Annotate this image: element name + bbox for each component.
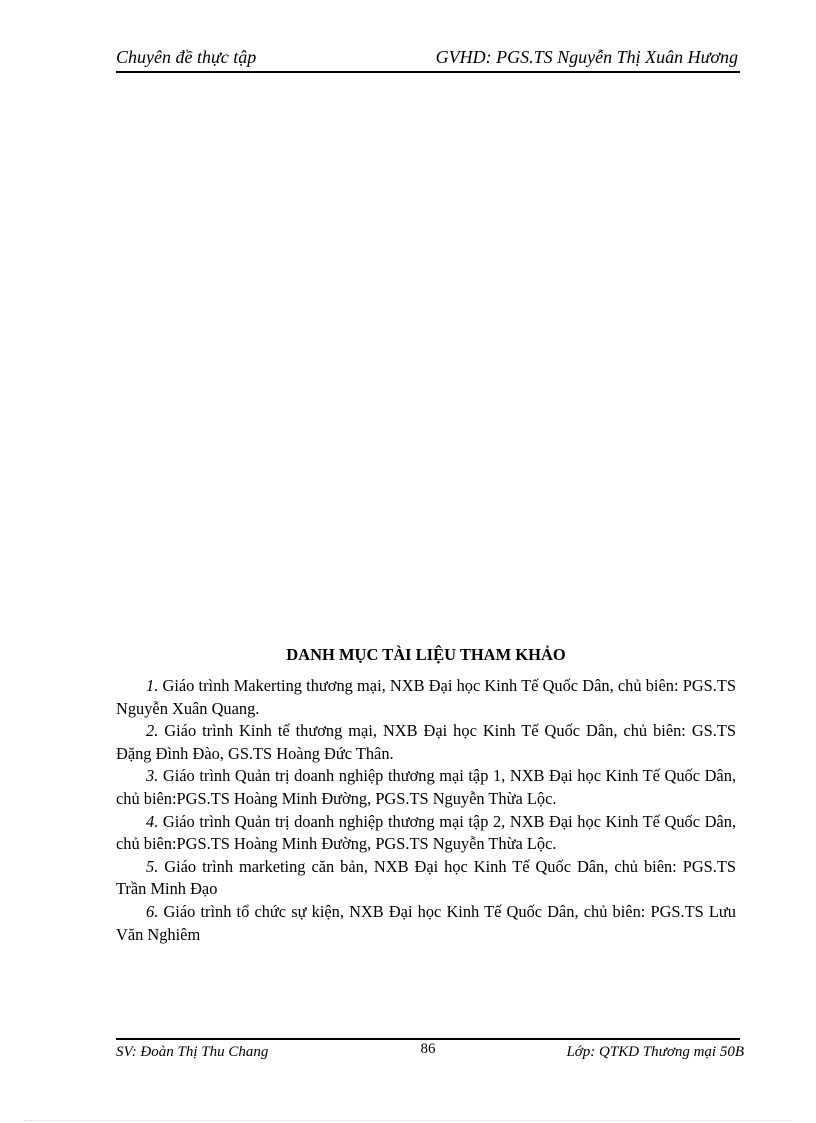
reference-number: 2. — [146, 721, 159, 741]
page-bottom-divider — [24, 1120, 792, 1121]
reference-number: 1. — [146, 676, 159, 695]
reference-item — [116, 811, 736, 856]
reference-text: Giáo trình tổ chức sự kiện, NXB Đại học Kinh Tế Quốc Dân, chủ biên: PGS.TS Lưu Văn Nghiêm — [116, 901, 736, 944]
reference-number: 5. — [146, 856, 159, 876]
references-title: DANH MỤC TÀI LIỆU THAM KHẢO — [286, 645, 566, 664]
reference-number: 3. — [146, 766, 159, 786]
reference-item — [116, 675, 736, 720]
reference-item — [116, 856, 736, 901]
footer-class: Lớp: QTKD Thương mại 50B — [566, 1044, 744, 1060]
header-course-title: Chuyên đề thực tập — [116, 47, 257, 67]
page-header — [116, 45, 740, 73]
footer-student: SV: Đoàn Thị Thu Chang — [116, 1044, 269, 1060]
reference-item — [116, 720, 736, 765]
reference-text: Giáo trình Quản trị doanh nghiệp thương mại tập 2, NXB Đại học Kinh Tế Quốc Dân, chủ biên:PGS.TS Hoàng Minh Đường, PGS.TS Nguyễn Thừa Lộc. — [116, 811, 736, 854]
reference-list — [116, 675, 736, 946]
reference-text: Giáo trình marketing căn bản, NXB Đại học Kinh Tế Quốc Dân, chủ biên: PGS.TS Trần Minh Đạo — [116, 856, 736, 899]
reference-item — [116, 901, 736, 946]
page-number: 86 — [420, 1041, 436, 1057]
reference-number: 4. — [146, 811, 159, 831]
reference-item — [116, 765, 736, 810]
header-supervisor: GVHD: PGS.TS Nguyễn Thị Xuân Hương — [435, 47, 738, 67]
footer-divider — [116, 1038, 740, 1040]
reference-number: 6. — [146, 901, 159, 921]
reference-text: Giáo trình Quản trị doanh nghiệp thương mại tập 1, NXB Đại học Kinh Tế Quốc Dân, chủ biên:PGS.TS Hoàng Minh Đường, PGS.TS Nguyễn Thừa Lộc. — [116, 766, 736, 808]
reference-text: Giáo trình Kinh tế thương mại, NXB Đại học Kinh Tế Quốc Dân, chủ biên: GS.TS Đặng Đình Đào, GS.TS Hoàng Đức Thân. — [116, 721, 736, 763]
reference-text: Giáo trình Makerting thương mại, NXB Đại học Kinh Tế Quốc Dân, chủ biên: PGS.TS Nguyễn Xuân Quang. — [116, 676, 736, 718]
